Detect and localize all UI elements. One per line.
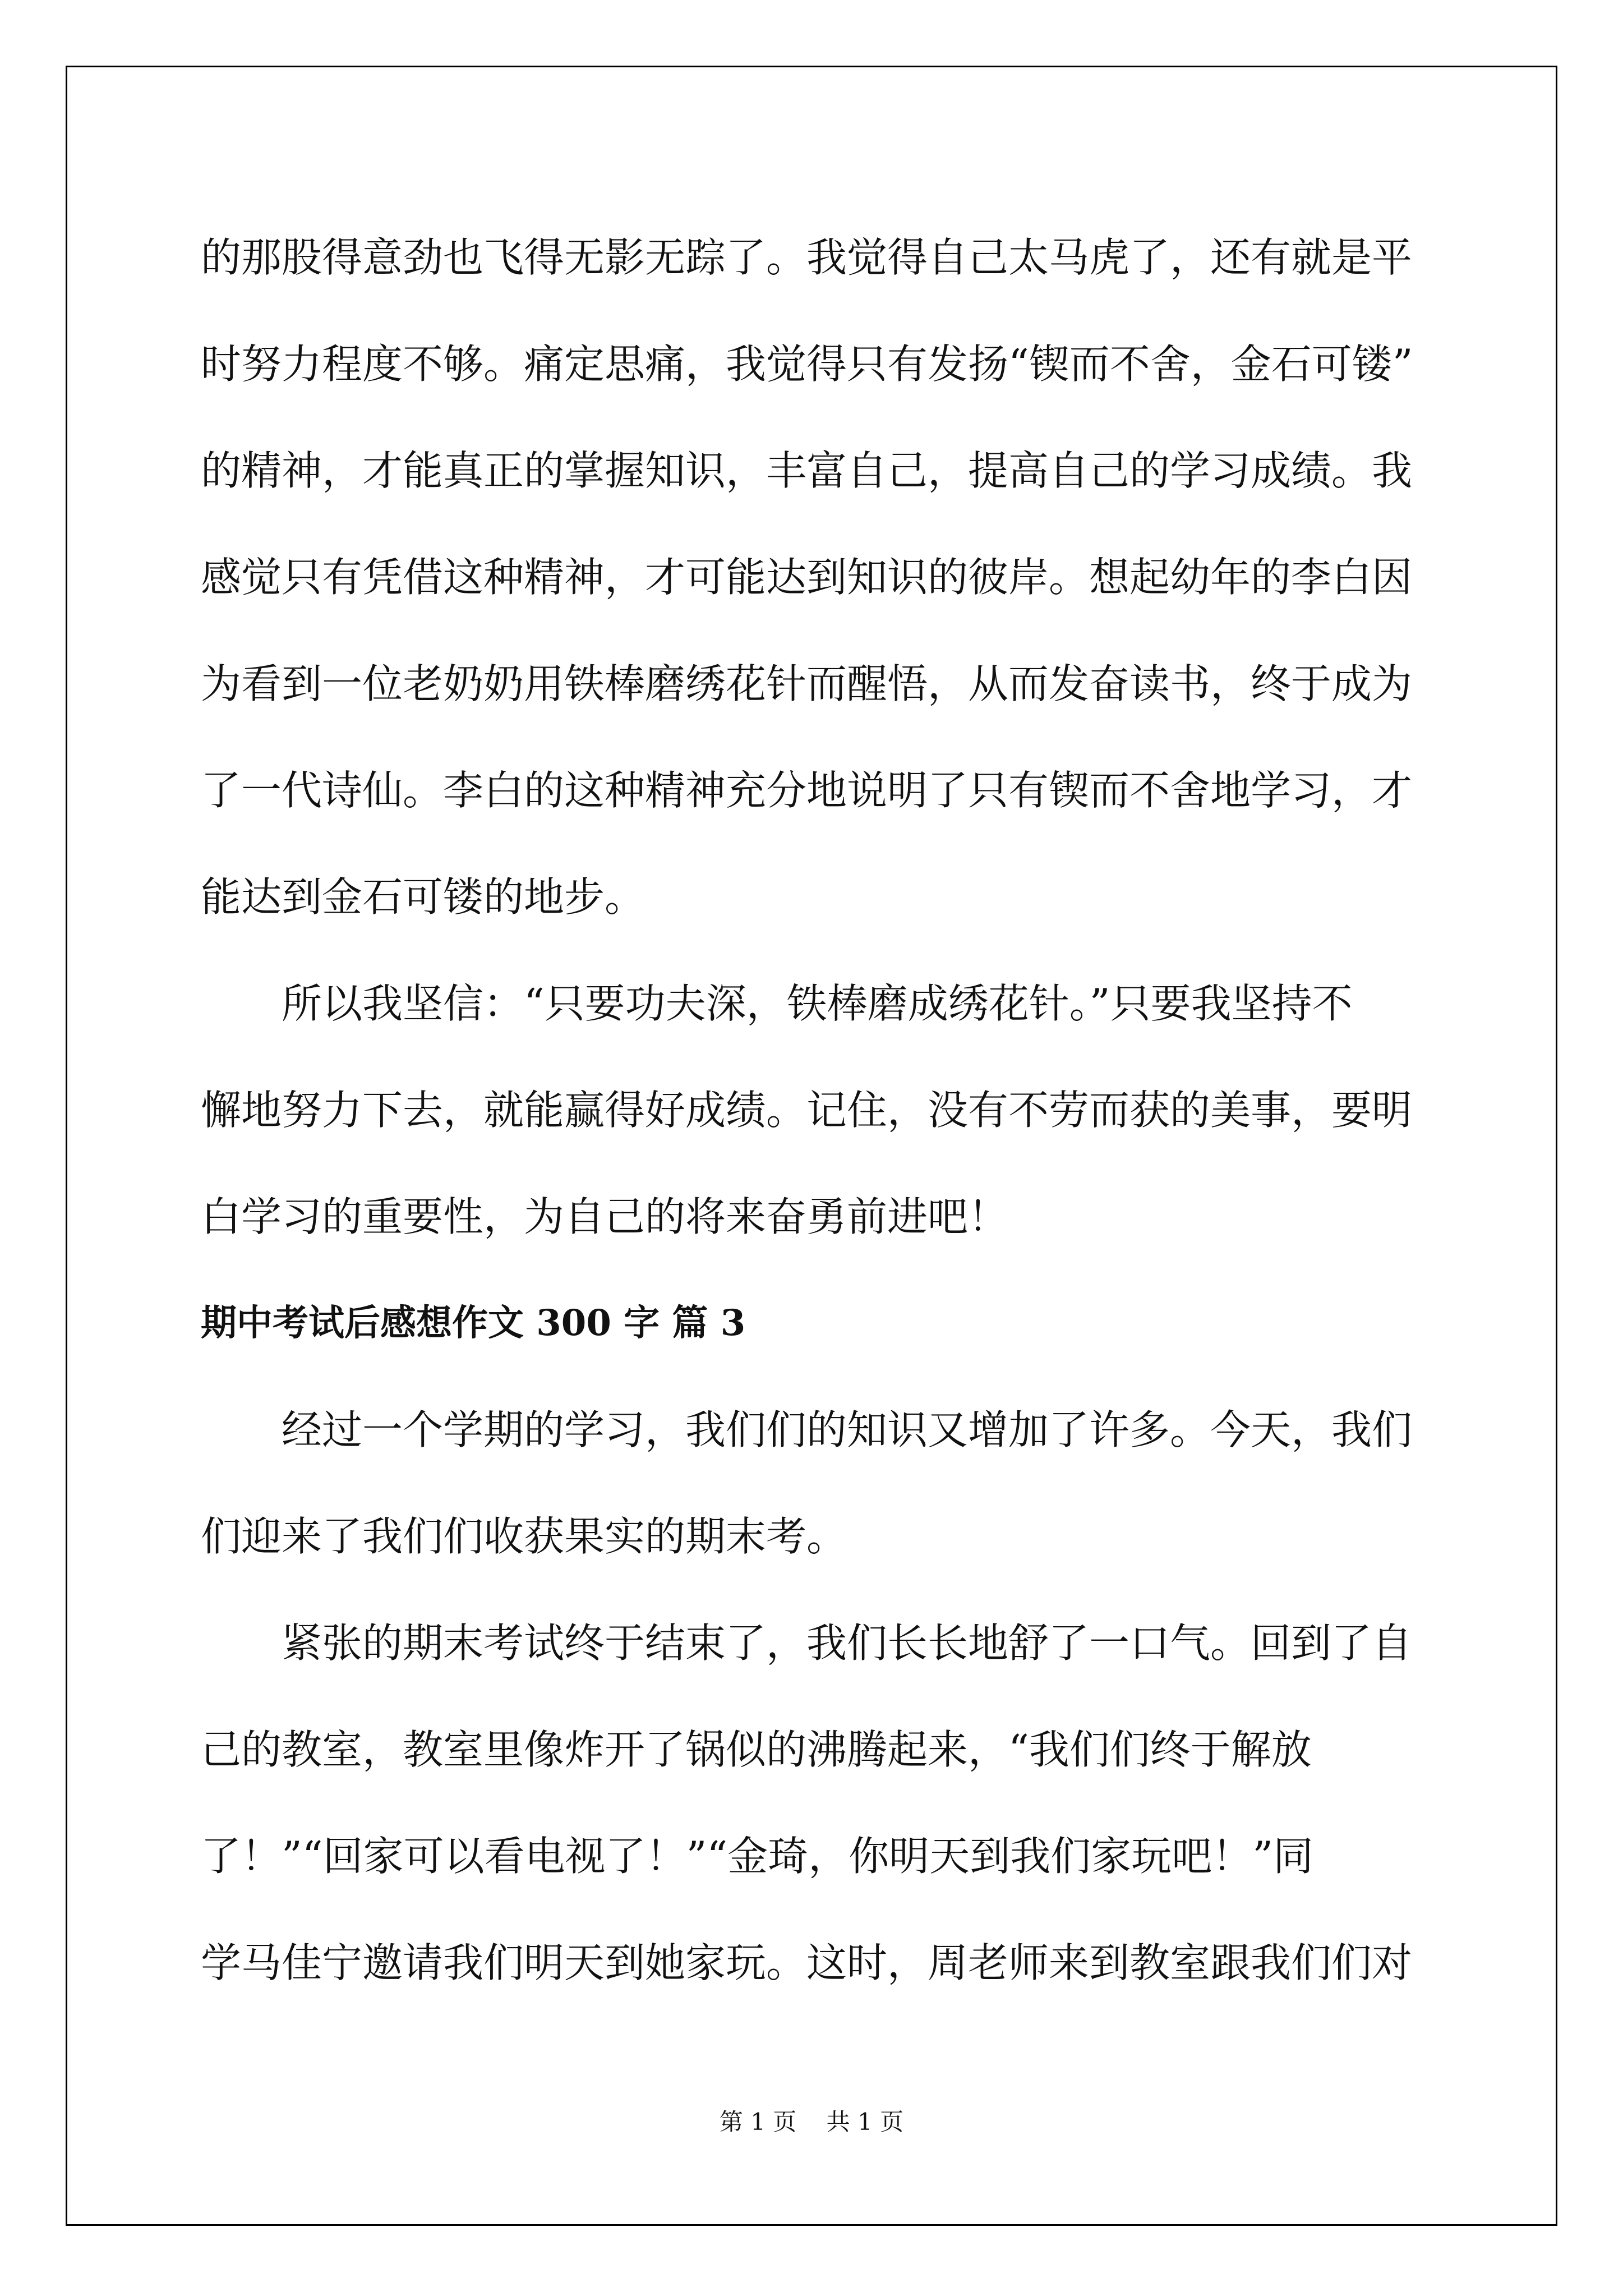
document-body bbox=[201, 204, 1435, 2016]
paragraph-1 bbox=[201, 204, 1435, 950]
page-total: 共 1 页 bbox=[826, 2108, 904, 2136]
text-line: 学马佳宁邀请我们明天到她家玩。这时，周老师来到教室跟我们们对 bbox=[201, 1939, 1413, 1986]
text-line: 能达到金石可镂的地步。 bbox=[201, 873, 645, 921]
paragraph-4 bbox=[201, 1590, 1435, 2016]
text-line: 时努力程度不够。痛定思痛，我觉得只有发扬“锲而不舍，金石可镂” bbox=[201, 341, 1413, 388]
paragraph-3 bbox=[201, 1377, 1435, 1590]
text-line: 为看到一位老奶奶用铁棒磨绣花针而醒悟，从而发奋读书，终于成为 bbox=[201, 660, 1413, 707]
page-number: 第 1 页 bbox=[719, 2108, 797, 2136]
text-line: 己的教室，教室里像炸开了锅似的沸腾起来，“我们们终于解放 bbox=[201, 1726, 1312, 1773]
text-line: 了！”“回家可以看电视了！”“金琦，你明天到我们家玩吧！”同 bbox=[201, 1833, 1314, 1880]
text-line: 懈地努力下去，就能赢得好成绩。记住，没有不劳而获的美事，要明 bbox=[201, 1087, 1413, 1134]
text-line: 们迎来了我们们收获果实的期末考。 bbox=[201, 1513, 847, 1560]
section-heading: 期中考试后感想作文 300 字 篇 3 bbox=[201, 1302, 746, 1344]
text-line: 了一代诗仙。李白的这种精神充分地说明了只有锲而不舍地学习，才 bbox=[201, 767, 1413, 814]
text-line: 的那股得意劲也飞得无影无踪了。我觉得自己太马虎了，还有就是平 bbox=[201, 234, 1413, 281]
text-line: 的精神，才能真正的掌握知识，丰富自己，提高自己的学习成绩。我 bbox=[201, 447, 1413, 494]
text-line: 所以我坚信：“只要功夫深，铁棒磨成绣花针。”只要我坚持不 bbox=[282, 980, 1353, 1027]
text-line: 白学习的重要性，为自己的将来奋勇前进吧！ bbox=[201, 1193, 1009, 1240]
paragraph-2 bbox=[201, 950, 1435, 1270]
text-line: 经过一个学期的学习，我们们的知识又增加了许多。今天，我们 bbox=[282, 1406, 1413, 1453]
page-footer bbox=[0, 2104, 1623, 2137]
text-line: 感觉只有凭借这种精神，才可能达到知识的彼岸。想起幼年的李白因 bbox=[201, 554, 1413, 601]
text-line: 紧张的期末考试终于结束了，我们长长地舒了一口气。回到了自 bbox=[282, 1619, 1413, 1667]
